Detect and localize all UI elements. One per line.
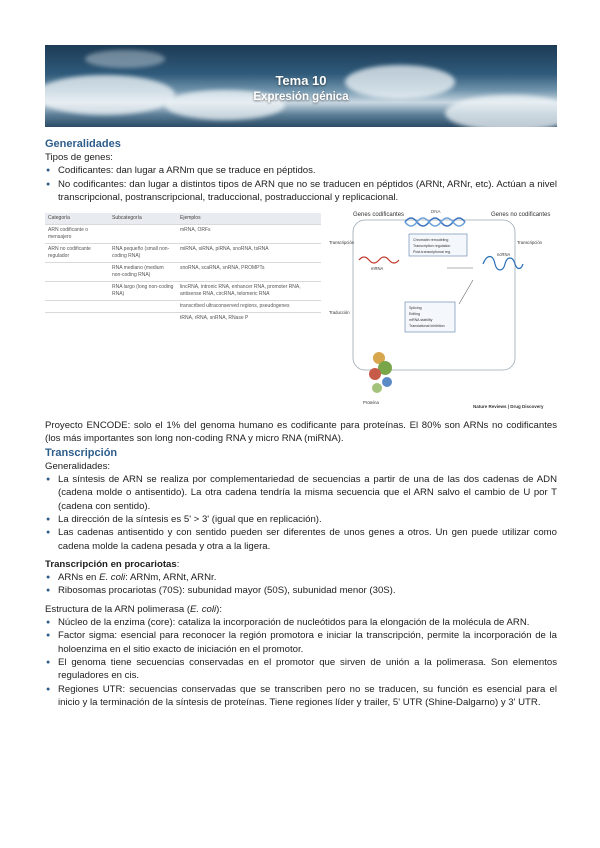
intro-text: Estructura de la ARN polimerasa ( — [45, 603, 191, 615]
table-cell: transcribed ultraconserved regions, pseudogenes — [177, 301, 321, 313]
transcription-right-label: Transcripción — [517, 240, 542, 246]
table-cell: tRNA, rRNA, snRNA, RNase P — [177, 313, 321, 325]
figure-credit: Nature Reviews | Drug Discovery — [473, 404, 544, 410]
diagram-right-label: Genes no codificantes — [491, 212, 551, 219]
transcription-list — [45, 473, 557, 553]
list-item: ● La dirección de la síntesis es 5' > 3' (igual que en replicación). — [45, 513, 557, 526]
document-body — [45, 137, 557, 709]
page-subtitle: Expresión génica — [253, 91, 349, 103]
table-row — [45, 282, 321, 301]
table-cell: RNA largo (long non-coding RNA) — [109, 282, 177, 301]
table-cell: ARN no codificante regulador — [45, 244, 109, 263]
table-row — [45, 301, 321, 313]
table-cell — [109, 301, 177, 313]
table-cell — [45, 301, 109, 313]
list-item: ● El genoma tiene secuencias conservadas en el promotor que sirven de unión a la polimerasa. Son elementos reguladores en cis. — [45, 656, 557, 683]
rna-types-table — [45, 213, 321, 324]
translation-label: Traducción — [329, 310, 350, 316]
section-heading-transcripcion: Transcripción — [45, 446, 118, 459]
regulation-line: Transcription regulation — [413, 244, 451, 249]
table-cell: lincRNA, intronic RNA, enhancer RNA, promoter RNA, antisense RNA, circRNA, telomeric RNA — [177, 282, 321, 301]
gene-expression-diagram — [323, 208, 557, 413]
list-item: ● La síntesis de ARN se realiza por complementariedad de secuencias a partir de una de las dos cadenas de ADN (cadena molde o antisentido). La otra cadena tendría la misma secuencia que el ARN salvo el cambio de U por T (cadena con sentido). — [45, 473, 557, 513]
table-row — [45, 313, 321, 325]
table-row — [45, 263, 321, 282]
table-cell: miRNA, siRNA, piRNA, snoRNA, tsRNA — [177, 244, 321, 263]
table-header-cell: Categoría — [45, 213, 109, 225]
table-cell: RNA pequeño (small non-coding RNA) — [109, 244, 177, 263]
table-cell: ARN codificante o mensajero — [45, 225, 109, 244]
polymerase-list — [45, 616, 557, 709]
table-cell: mRNA, ORFs — [177, 225, 321, 244]
table-row — [45, 244, 321, 263]
table-cell — [109, 313, 177, 325]
table-header-row — [45, 213, 321, 225]
ncrna-label: ncRNA — [497, 252, 511, 258]
intro-text: ): — [216, 603, 223, 615]
protein-structure-icon — [369, 352, 392, 393]
regulation-arrow-icon — [459, 280, 473, 304]
species-name: E. coli — [99, 572, 126, 584]
middle-label: mRNA stability — [409, 318, 433, 323]
list-item: ● Codificantes: dan lugar a ARNm que se traduce en péptidos. — [45, 164, 557, 177]
table-header-cell: Ejemplos — [177, 213, 321, 225]
regulation-line: Post-transcriptional reg. — [413, 250, 451, 255]
table-cell: RNA mediano (medium non-coding RNA) — [109, 263, 177, 282]
prokaryote-heading-text: Transcripción en procariotas — [45, 558, 177, 570]
protein-label: Proteína — [363, 400, 379, 406]
middle-label: Editing — [409, 312, 420, 317]
item-text: ARNs en — [58, 572, 100, 584]
list-item: ● No codificantes: dan lugar a distintos tipos de ARN que no se traducen en péptidos (ARNt, ARNr, etc). Actúan a nivel transcripcional, postranscripcional, traduccional, postraduccional y replicacional. — [45, 178, 557, 205]
list-item: ● Factor sigma: esencial para reconocer la región promotora e iniciar la transcripción, permite la incorporación de la holoenzima en el sitio exacto de iniciación en el promotor. — [45, 629, 557, 656]
header-banner — [45, 45, 557, 127]
encode-paragraph: Proyecto ENCODE: solo el 1% del genoma humano es codificante para proteínas. El 80% son ARNs no codificantes (los más importantes son long non-coding RNA y micro RNA (miRNA). — [45, 420, 557, 445]
wave-foam — [85, 50, 165, 68]
table-cell — [45, 263, 109, 282]
regulation-line: Chromatin remodeling — [413, 238, 449, 243]
table-row — [45, 225, 321, 244]
list-item: ● Ribosomas procariotas (70S): subunidad mayor (50S), subunidad menor (30S). — [45, 584, 557, 597]
colon: : — [176, 558, 180, 570]
mrna-strand-icon — [359, 257, 399, 263]
list-item — [45, 571, 557, 584]
list-item: ● Las cadenas antisentido y con sentido pueden ser diferentes de unos genes a otros. Un gen puede utilizar como cadena molde la cadena pesada y otra a la ligera. — [45, 526, 557, 553]
list-item: ● Núcleo de la enzima (core): cataliza la incorporación de nucleótidos para la elongación de la molécula de ARN. — [45, 616, 557, 629]
gene-types-intro: Tipos de genes: — [45, 152, 113, 163]
table-cell — [109, 225, 177, 244]
table-cell — [45, 313, 109, 325]
table-cell — [45, 282, 109, 301]
middle-label: Splicing — [409, 306, 422, 311]
mrna-label: mRNA — [371, 266, 384, 272]
gene-types-list — [45, 164, 557, 204]
ncrna-hairpin-icon — [483, 257, 523, 271]
transcription-left-label: Transcripción — [329, 240, 354, 246]
item-text: : ARNm, ARNt, ARNr. — [125, 572, 217, 584]
diagram-left-label: Genes codificantes — [353, 212, 405, 219]
transcription-intro: Generalidades: — [45, 460, 111, 472]
figure-row — [45, 208, 557, 413]
dna-label: DNA — [431, 209, 441, 215]
section-heading-generalidades: Generalidades — [45, 138, 121, 150]
middle-label: Translational inhibition — [409, 324, 445, 329]
table-cell: snoRNA, scaRNA, snRNA, PROMPTs — [177, 263, 321, 282]
list-item: ● Regiones UTR: secuencias conservadas que se transcriben pero no se traducen, su función es esencial para el inicio y la terminación de la síntesis de proteínas. Tiene regiones líder y trailer, 5' UTR (Shine-Dalgarno) y 3' UTR. — [45, 683, 557, 710]
species-name: E. coli — [190, 603, 217, 615]
page-title: Tema 10 — [275, 73, 327, 88]
prokaryote-list — [45, 571, 557, 598]
table-header-cell: Subcategoría — [109, 213, 177, 225]
polymerase-intro — [45, 603, 557, 616]
prokaryote-heading — [45, 558, 557, 571]
